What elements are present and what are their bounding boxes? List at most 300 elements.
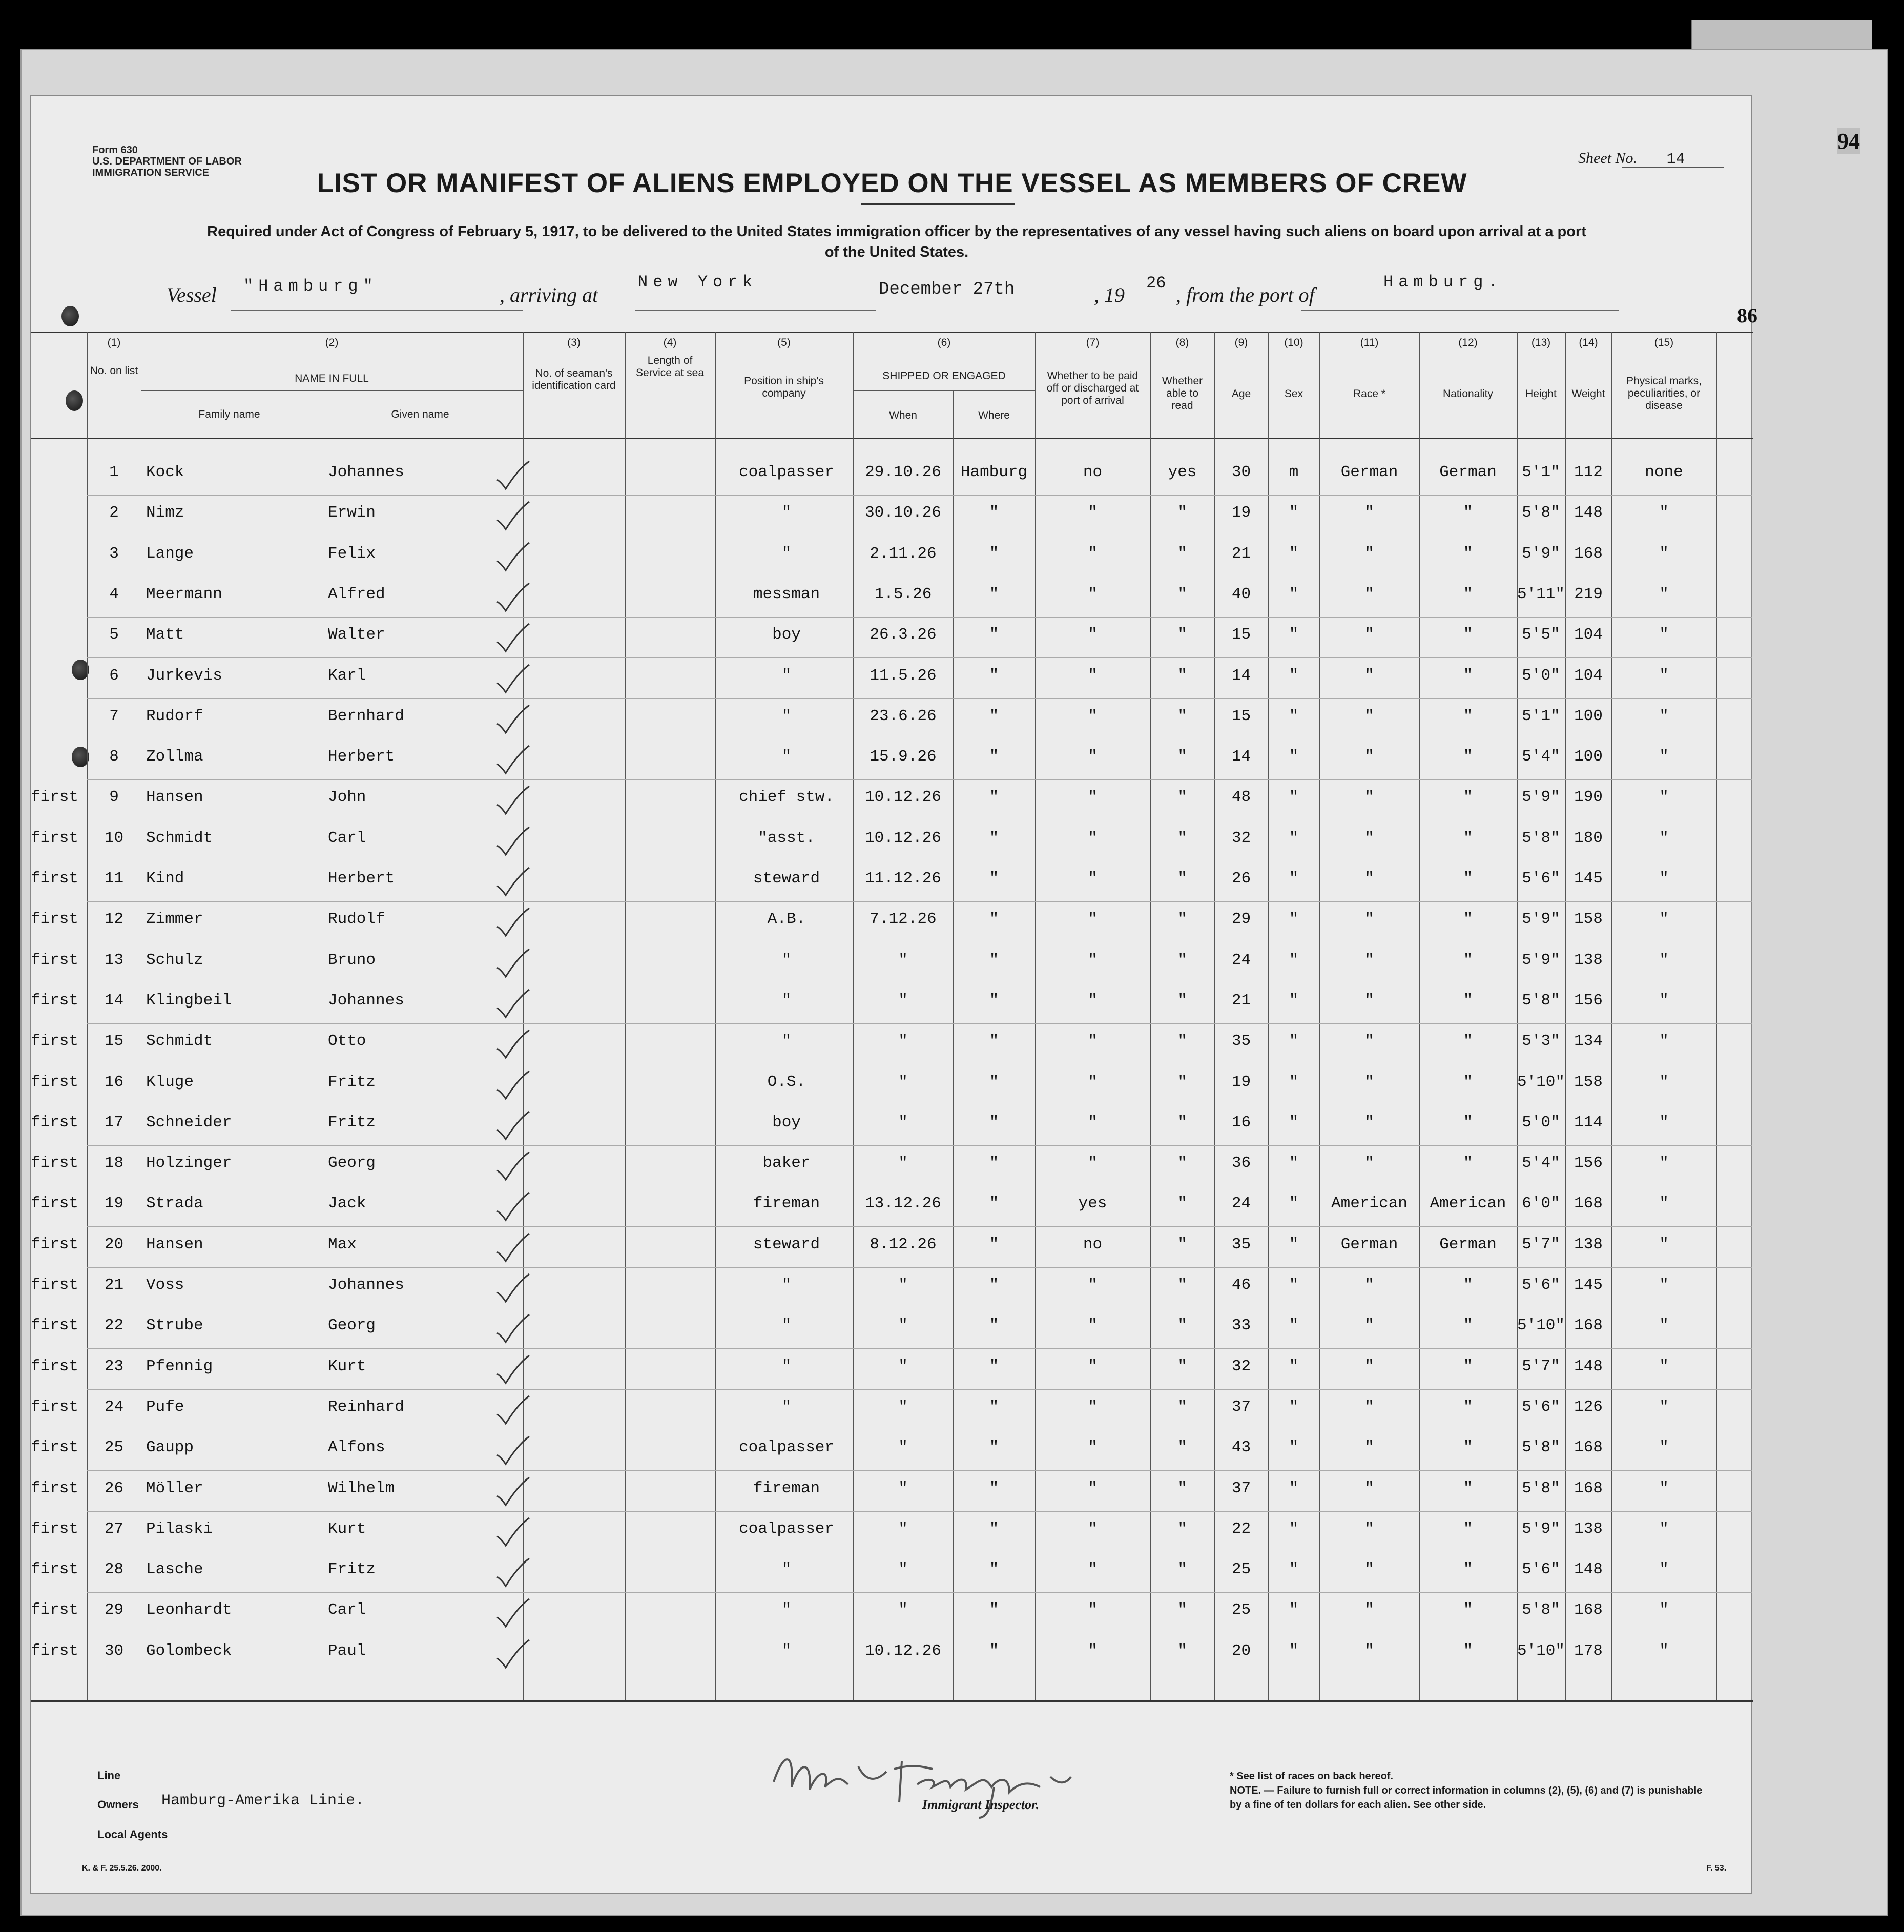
position: steward bbox=[753, 1235, 820, 1253]
table-row bbox=[31, 661, 1753, 701]
weight: 100 bbox=[1574, 748, 1603, 766]
able-to-read: " bbox=[1177, 910, 1187, 929]
sheet-label: Sheet No. bbox=[1578, 150, 1637, 167]
age: 48 bbox=[1231, 788, 1251, 807]
position: O.S. bbox=[767, 1073, 806, 1091]
table-row bbox=[31, 742, 1753, 782]
physical-marks: " bbox=[1659, 829, 1669, 847]
physical-marks: " bbox=[1659, 910, 1669, 929]
nationality: German bbox=[1439, 463, 1497, 481]
physical-marks: none bbox=[1645, 463, 1683, 481]
check-mark-icon bbox=[494, 664, 530, 694]
height: 5'6" bbox=[1522, 1560, 1560, 1579]
position: fireman bbox=[753, 1479, 820, 1497]
shipped-when: " bbox=[898, 1113, 908, 1132]
shipped-where: " bbox=[989, 991, 999, 1010]
position: " bbox=[781, 991, 792, 1010]
weight: 112 bbox=[1574, 463, 1603, 481]
age: 30 bbox=[1231, 463, 1251, 481]
physical-marks: " bbox=[1659, 1560, 1669, 1579]
nationality: " bbox=[1463, 748, 1473, 766]
nationality: " bbox=[1463, 1397, 1473, 1416]
table-top-rule bbox=[31, 332, 1753, 333]
col-number: (9) bbox=[1234, 337, 1248, 348]
shipped-when: " bbox=[898, 1560, 908, 1579]
header-height: Height bbox=[1525, 388, 1557, 400]
paid-off: " bbox=[1088, 870, 1098, 888]
shipped-where: " bbox=[989, 585, 999, 603]
nationality: " bbox=[1463, 1357, 1473, 1375]
height: 5'11" bbox=[1517, 585, 1565, 603]
check-mark-icon bbox=[494, 1111, 530, 1141]
given-name: Fritz bbox=[328, 1073, 376, 1091]
age: 35 bbox=[1231, 1235, 1251, 1253]
nationality: " bbox=[1463, 1317, 1473, 1335]
paid-off: " bbox=[1088, 748, 1098, 766]
row-number: 21 bbox=[104, 1276, 124, 1294]
given-name: Johannes bbox=[328, 991, 404, 1010]
physical-marks: " bbox=[1659, 1235, 1669, 1253]
able-to-read: " bbox=[1177, 1195, 1187, 1213]
able-to-read: " bbox=[1177, 788, 1187, 807]
position: messman bbox=[753, 585, 820, 603]
sex: " bbox=[1289, 991, 1299, 1010]
race: " bbox=[1364, 1357, 1374, 1375]
row-note: first bbox=[31, 1195, 79, 1213]
row-note: first bbox=[31, 1438, 79, 1457]
physical-marks: " bbox=[1659, 1357, 1669, 1375]
paid-off: " bbox=[1088, 910, 1098, 929]
header-age: Age bbox=[1231, 388, 1251, 400]
nationality: " bbox=[1463, 1073, 1473, 1091]
nationality: " bbox=[1463, 666, 1473, 685]
shipped-where: " bbox=[989, 1641, 999, 1660]
family-name: Nimz bbox=[146, 504, 184, 522]
physical-marks: " bbox=[1659, 1317, 1669, 1335]
header-paid-off: Whether to be paid off or discharged at port of arrival bbox=[1046, 370, 1139, 406]
able-to-read: " bbox=[1177, 504, 1187, 522]
physical-marks: " bbox=[1659, 1641, 1669, 1660]
age: 35 bbox=[1231, 1032, 1251, 1051]
table-row bbox=[31, 1026, 1753, 1066]
sex: " bbox=[1289, 1438, 1299, 1457]
height: 5'6" bbox=[1522, 1397, 1560, 1416]
age: 25 bbox=[1231, 1560, 1251, 1579]
given-name: Walter bbox=[328, 626, 385, 644]
age: 32 bbox=[1231, 1357, 1251, 1375]
sex: " bbox=[1289, 1154, 1299, 1173]
shipped-when: 13.12.26 bbox=[865, 1195, 941, 1213]
check-mark-icon bbox=[494, 542, 530, 572]
shipped-when: 10.12.26 bbox=[865, 829, 941, 847]
height: 5'8" bbox=[1522, 1601, 1560, 1619]
sex: " bbox=[1289, 1479, 1299, 1497]
family-name: Rudorf bbox=[146, 707, 203, 725]
given-name: Herbert bbox=[328, 870, 395, 888]
weight: 138 bbox=[1574, 1519, 1603, 1538]
row-rule bbox=[87, 1511, 1752, 1512]
given-name: Rudolf bbox=[328, 910, 385, 929]
sex: " bbox=[1289, 1357, 1299, 1375]
age: 33 bbox=[1231, 1317, 1251, 1335]
physical-marks: " bbox=[1659, 1276, 1669, 1294]
age: 24 bbox=[1231, 1195, 1251, 1213]
able-to-read: " bbox=[1177, 1235, 1187, 1253]
weight: 156 bbox=[1574, 991, 1603, 1010]
nationality: " bbox=[1463, 1154, 1473, 1173]
page-subtitle: Required under Act of Congress of February 5, 1917, to be delivered to the United States immigration officer by the representatives of any vessel having such aliens on board upon arrival at a port of the United States. bbox=[207, 223, 1586, 260]
weight: 138 bbox=[1574, 951, 1603, 969]
row-number: 25 bbox=[104, 1438, 124, 1457]
paid-off: " bbox=[1088, 829, 1098, 847]
family-name: Pufe bbox=[146, 1397, 184, 1416]
shipped-where: " bbox=[989, 1560, 999, 1579]
row-number: 13 bbox=[104, 951, 124, 969]
nationality: " bbox=[1463, 788, 1473, 807]
nationality: " bbox=[1463, 910, 1473, 929]
form-label: Form 630 bbox=[92, 145, 138, 156]
paid-off: " bbox=[1088, 1397, 1098, 1416]
form-code: F. 53. bbox=[1706, 1864, 1727, 1873]
given-name: Georg bbox=[328, 1154, 376, 1173]
row-note: first bbox=[31, 788, 79, 807]
check-mark-icon bbox=[494, 1476, 530, 1507]
paid-off: " bbox=[1088, 1601, 1098, 1619]
age: 37 bbox=[1231, 1479, 1251, 1497]
position: coalpasser bbox=[738, 1438, 835, 1457]
physical-marks: " bbox=[1659, 1479, 1669, 1497]
able-to-read: " bbox=[1177, 870, 1187, 888]
row-number: 2 bbox=[109, 504, 119, 522]
position: " bbox=[781, 1641, 792, 1660]
row-number: 28 bbox=[104, 1560, 124, 1579]
race: " bbox=[1364, 626, 1374, 644]
shipped-where: " bbox=[989, 1195, 999, 1213]
family-name: Holzinger bbox=[146, 1154, 232, 1173]
check-mark-icon bbox=[494, 501, 530, 531]
shipped-where: " bbox=[989, 1519, 999, 1538]
given-name: Fritz bbox=[328, 1113, 376, 1132]
table-row bbox=[31, 945, 1753, 985]
header-position: Position in ship's company bbox=[744, 375, 824, 399]
punch-hole bbox=[61, 306, 79, 326]
race: " bbox=[1364, 666, 1374, 685]
check-mark-icon bbox=[494, 785, 530, 816]
row-note: first bbox=[31, 1479, 79, 1497]
weight: 219 bbox=[1574, 585, 1603, 603]
family-name: Hansen bbox=[146, 1235, 203, 1253]
row-number: 10 bbox=[104, 829, 124, 847]
age: 37 bbox=[1231, 1397, 1251, 1416]
position: coalpasser bbox=[738, 1519, 835, 1538]
arriving-underline bbox=[635, 310, 876, 311]
shipped-where: " bbox=[989, 1317, 999, 1335]
check-mark-icon bbox=[494, 745, 530, 775]
age: 32 bbox=[1231, 829, 1251, 847]
position: fireman bbox=[753, 1195, 820, 1213]
row-note: first bbox=[31, 991, 79, 1010]
nationality: American bbox=[1430, 1195, 1506, 1213]
check-mark-icon bbox=[494, 1557, 530, 1588]
given-name: Kurt bbox=[328, 1519, 366, 1538]
sex: " bbox=[1289, 1235, 1299, 1253]
row-number: 8 bbox=[109, 748, 119, 766]
position: " bbox=[781, 1276, 792, 1294]
table-row bbox=[31, 539, 1753, 579]
able-to-read: " bbox=[1177, 951, 1187, 969]
side-page-number: 94 bbox=[1837, 129, 1860, 154]
weight: 180 bbox=[1574, 829, 1603, 847]
table-row bbox=[31, 1107, 1753, 1148]
header-shipped: SHIPPED OR ENGAGED bbox=[882, 370, 1006, 382]
position: " bbox=[781, 1397, 792, 1416]
given-name: John bbox=[328, 788, 366, 807]
arrival-date: December 27th bbox=[879, 280, 1015, 299]
physical-marks: " bbox=[1659, 1073, 1669, 1091]
race: " bbox=[1364, 1154, 1374, 1173]
race: " bbox=[1364, 1479, 1374, 1497]
age: 26 bbox=[1231, 870, 1251, 888]
row-rule bbox=[87, 1145, 1752, 1146]
row-rule bbox=[87, 1267, 1752, 1268]
sex: " bbox=[1289, 788, 1299, 807]
race: " bbox=[1364, 1601, 1374, 1619]
position: A.B. bbox=[767, 910, 806, 929]
shipped-where: " bbox=[989, 666, 999, 685]
row-note: first bbox=[31, 1397, 79, 1416]
family-name: Pilaski bbox=[146, 1519, 213, 1538]
table-row bbox=[31, 1636, 1753, 1676]
header-name-in-full: NAME IN FULL bbox=[295, 373, 369, 384]
shipped-when: 26.3.26 bbox=[870, 626, 937, 644]
table-row bbox=[31, 1067, 1753, 1107]
race: " bbox=[1364, 1276, 1374, 1294]
header-id-card: No. of seaman's identification card bbox=[532, 367, 616, 392]
table-row bbox=[31, 579, 1753, 620]
shipped-when: 11.12.26 bbox=[865, 870, 941, 888]
paid-off: " bbox=[1088, 788, 1098, 807]
race: " bbox=[1364, 870, 1374, 888]
physical-marks: " bbox=[1659, 1032, 1669, 1051]
from-label: , from the port of bbox=[1176, 283, 1315, 306]
position: baker bbox=[762, 1154, 811, 1173]
check-mark-icon bbox=[494, 1191, 530, 1222]
paid-off: " bbox=[1088, 951, 1098, 969]
shipped-where: " bbox=[989, 1032, 999, 1051]
height: 5'8" bbox=[1522, 829, 1560, 847]
paid-off: " bbox=[1088, 666, 1098, 685]
able-to-read: " bbox=[1177, 1601, 1187, 1619]
paid-off: " bbox=[1088, 1113, 1098, 1132]
shipped-where: Hamburg bbox=[960, 463, 1028, 481]
height: 6'0" bbox=[1522, 1195, 1560, 1213]
shipped-when: 2.11.26 bbox=[870, 544, 937, 563]
paid-off: " bbox=[1088, 1479, 1098, 1497]
race: " bbox=[1364, 1641, 1374, 1660]
row-number: 12 bbox=[104, 910, 124, 929]
height: 5'10" bbox=[1517, 1317, 1565, 1335]
race: " bbox=[1364, 585, 1374, 603]
given-name: Johannes bbox=[328, 1276, 404, 1294]
position: " bbox=[781, 707, 792, 725]
age: 36 bbox=[1231, 1154, 1251, 1173]
physical-marks: " bbox=[1659, 1601, 1669, 1619]
family-name: Schneider bbox=[146, 1113, 232, 1132]
shipped-when: " bbox=[898, 1479, 908, 1497]
position: boy bbox=[772, 1113, 801, 1132]
physical-marks: " bbox=[1659, 626, 1669, 644]
row-note: first bbox=[31, 910, 79, 929]
family-name: Lange bbox=[146, 544, 194, 563]
shipped-when: 11.5.26 bbox=[870, 666, 937, 685]
shipped-when: " bbox=[898, 1519, 908, 1538]
shipped-when: 8.12.26 bbox=[870, 1235, 937, 1253]
shipped-when: " bbox=[898, 1601, 908, 1619]
table-row bbox=[31, 1270, 1753, 1310]
header-weight: Weight bbox=[1571, 388, 1605, 400]
row-rule bbox=[87, 657, 1752, 658]
family-name: Matt bbox=[146, 626, 184, 644]
given-name: Carl bbox=[328, 1601, 366, 1619]
header-length-service: Length of Service at sea bbox=[635, 355, 705, 379]
check-mark-icon bbox=[494, 1029, 530, 1060]
owners-value: Hamburg-Amerika Linie. bbox=[161, 1792, 365, 1810]
row-number: 26 bbox=[104, 1479, 124, 1497]
nationality: " bbox=[1463, 1113, 1473, 1132]
position: " bbox=[781, 504, 792, 522]
row-number: 17 bbox=[104, 1113, 124, 1132]
row-number: 15 bbox=[104, 1032, 124, 1051]
shipped-when: 23.6.26 bbox=[870, 707, 937, 725]
header-given-name: Given name bbox=[391, 408, 449, 420]
nationality: " bbox=[1463, 1601, 1473, 1619]
header-no-on-list: No. on list bbox=[90, 365, 138, 377]
height: 5'7" bbox=[1522, 1357, 1560, 1375]
height: 5'3" bbox=[1522, 1032, 1560, 1051]
given-name: Erwin bbox=[328, 504, 376, 522]
position: " bbox=[781, 1317, 792, 1335]
race: " bbox=[1364, 1560, 1374, 1579]
race: " bbox=[1364, 1073, 1374, 1091]
table-row bbox=[31, 823, 1753, 864]
able-to-read: " bbox=[1177, 1357, 1187, 1375]
row-note: first bbox=[31, 1073, 79, 1091]
age: 14 bbox=[1231, 666, 1251, 685]
race: " bbox=[1364, 1519, 1374, 1538]
row-number: 9 bbox=[109, 788, 119, 807]
paid-off: " bbox=[1088, 1438, 1098, 1457]
table-row bbox=[31, 701, 1753, 742]
printer-mark: K. & F. 25.5.26. 2000. bbox=[82, 1864, 162, 1873]
race: German bbox=[1340, 463, 1398, 481]
shipped-subheader-rule bbox=[853, 390, 1035, 391]
shipped-when: 15.9.26 bbox=[870, 748, 937, 766]
shipped-when: 1.5.26 bbox=[874, 585, 932, 603]
given-name: Paul bbox=[328, 1641, 366, 1660]
family-name: Voss bbox=[146, 1276, 184, 1294]
nationality: " bbox=[1463, 1438, 1473, 1457]
row-number: 30 bbox=[104, 1641, 124, 1660]
col-number: (5) bbox=[777, 337, 791, 348]
check-mark-icon bbox=[494, 867, 530, 897]
age: 20 bbox=[1231, 1641, 1251, 1660]
col-number: (1) bbox=[107, 337, 121, 348]
position: " bbox=[781, 951, 792, 969]
able-to-read: " bbox=[1177, 1438, 1187, 1457]
height: 5'4" bbox=[1522, 748, 1560, 766]
nationality: " bbox=[1463, 707, 1473, 725]
owners-label: Owners bbox=[97, 1798, 139, 1811]
physical-marks: " bbox=[1659, 1195, 1669, 1213]
year-prefix: , 19 bbox=[1094, 283, 1125, 306]
table-row bbox=[31, 1351, 1753, 1392]
able-to-read: " bbox=[1177, 544, 1187, 563]
vessel-line bbox=[167, 273, 1652, 314]
physical-marks: " bbox=[1659, 788, 1669, 807]
family-name: Zollma bbox=[146, 748, 203, 766]
sex: " bbox=[1289, 504, 1299, 522]
given-name: Herbert bbox=[328, 748, 395, 766]
shipped-when: " bbox=[898, 1032, 908, 1051]
height: 5'7" bbox=[1522, 1235, 1560, 1253]
age: 46 bbox=[1231, 1276, 1251, 1294]
row-number: 24 bbox=[104, 1397, 124, 1416]
check-mark-icon bbox=[494, 1395, 530, 1426]
race: American bbox=[1331, 1195, 1408, 1213]
position: coalpasser bbox=[738, 463, 835, 481]
sex: " bbox=[1289, 1601, 1299, 1619]
table-row bbox=[31, 1595, 1753, 1635]
weight: 190 bbox=[1574, 788, 1603, 807]
table-row bbox=[31, 1554, 1753, 1595]
row-number: 18 bbox=[104, 1154, 124, 1173]
paid-off: " bbox=[1088, 626, 1098, 644]
shipped-where: " bbox=[989, 1601, 999, 1619]
age: 43 bbox=[1231, 1438, 1251, 1457]
given-name: Felix bbox=[328, 544, 376, 563]
given-name: Reinhard bbox=[328, 1397, 404, 1416]
nationality: " bbox=[1463, 1519, 1473, 1538]
row-rule bbox=[87, 495, 1752, 496]
table-row bbox=[31, 620, 1753, 660]
race: German bbox=[1340, 1235, 1398, 1253]
shipped-when: " bbox=[898, 1438, 908, 1457]
sex: m bbox=[1289, 463, 1299, 481]
table-bottom-rule bbox=[31, 1700, 1753, 1702]
weight: 138 bbox=[1574, 1235, 1603, 1253]
physical-marks: " bbox=[1659, 1438, 1669, 1457]
table-row bbox=[31, 1514, 1753, 1554]
header-nationality: Nationality bbox=[1442, 388, 1494, 400]
weight: 104 bbox=[1574, 626, 1603, 644]
check-mark-icon bbox=[494, 1232, 530, 1263]
height: 5'1" bbox=[1522, 463, 1560, 481]
able-to-read: " bbox=[1177, 748, 1187, 766]
col-number: (8) bbox=[1175, 337, 1189, 348]
weight: 168 bbox=[1574, 544, 1603, 563]
physical-marks: " bbox=[1659, 544, 1669, 563]
paid-off: no bbox=[1083, 463, 1103, 481]
row-number: 3 bbox=[109, 544, 119, 563]
row-number: 22 bbox=[104, 1317, 124, 1335]
age: 14 bbox=[1231, 748, 1251, 766]
able-to-read: " bbox=[1177, 585, 1187, 603]
shipped-when: 10.12.26 bbox=[865, 1641, 941, 1660]
sex: " bbox=[1289, 1397, 1299, 1416]
row-note: first bbox=[31, 951, 79, 969]
weight: 168 bbox=[1574, 1317, 1603, 1335]
able-to-read: " bbox=[1177, 1154, 1187, 1173]
